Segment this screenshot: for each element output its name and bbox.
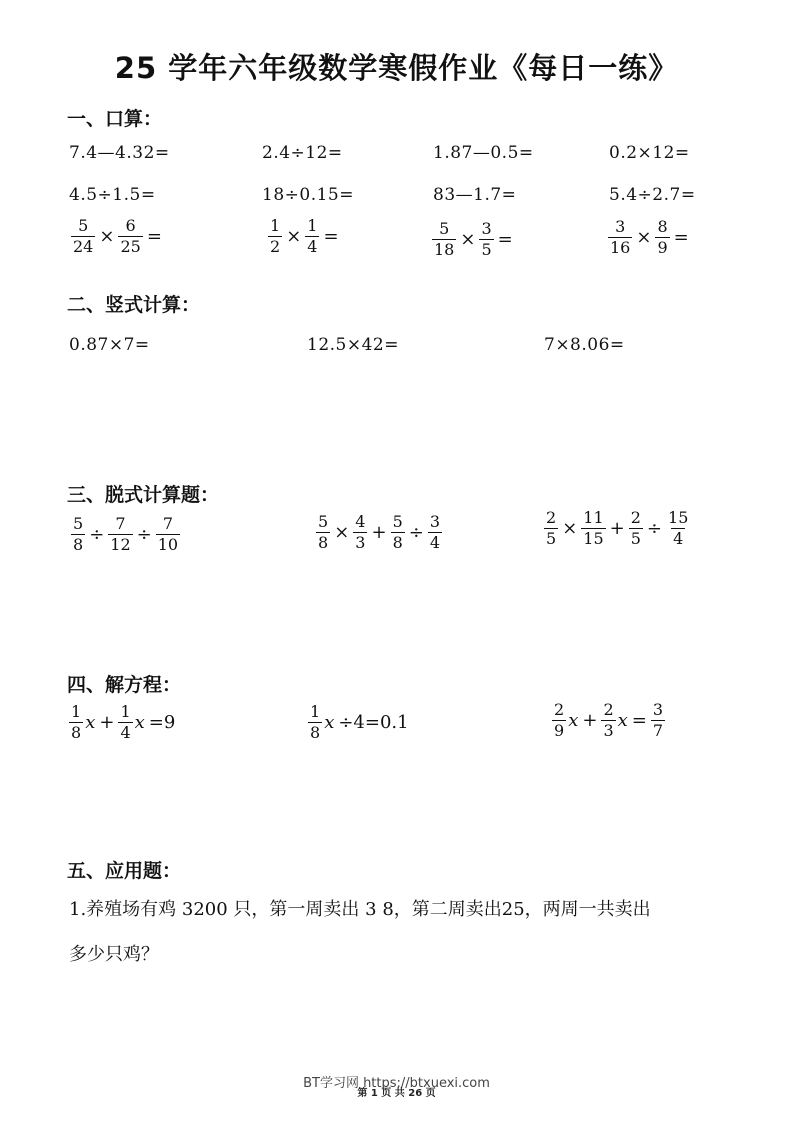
section-heading-vertical: 二、竖式计算： [67,294,201,316]
fraction: $\frac{15}{4}$ [668,508,689,548]
fraction: $\frac{1}{8}$ [71,702,82,742]
mental-item: 18÷0.15= [262,185,354,205]
vertical-item: 7×8.06= [544,335,625,355]
fraction: $\frac{5}{8}$ [318,512,329,552]
fraction: $\frac{6}{25}$ [120,216,141,256]
equation-item: $\frac{1}{8}$ x ÷4=0.1 [310,702,409,742]
fraction: $\frac{3}{16}$ [610,217,631,257]
mental-fraction-item: $\frac{5}{18}$ × $\frac{3}{5}$ = [434,219,513,259]
fraction: $\frac{3}{4}$ [429,512,441,552]
stepwise-item: $\frac{2}{5}$ × $\frac{11}{15}$ + $\frac{2}{5}$ ÷ $\frac{15}{4}$ [546,508,689,548]
fraction: $\frac{2}{9}$ [554,700,565,740]
fraction: $\frac{3}{7}$ [652,700,664,740]
section-heading-stepwise: 三、脱式计算题： [67,484,220,506]
fraction: $\frac{7}{12}$ [110,514,131,554]
mental-item: 7.4—4.32= [69,143,170,163]
word-problem-line: 1.养殖场有鸡 3200 只，第一周卖出 3 8，第二周卖出25，两周一共卖出 [69,899,651,920]
stepwise-item: $\frac{5}{8}$ ÷ $\frac{7}{12}$ ÷ $\frac{7}{10}$ [73,514,179,554]
fraction: $\frac{5}{18}$ [434,219,455,259]
vertical-item: 12.5×42= [307,335,399,355]
fraction: $\frac{1}{4}$ [307,216,318,256]
vertical-item: 0.87×7= [69,335,150,355]
fraction: $\frac{2}{3}$ [603,700,614,740]
fraction: $\frac{1}{8}$ [310,702,321,742]
stepwise-item: $\frac{5}{8}$ × $\frac{4}{3}$ + $\frac{5}{8}$ ÷ $\frac{3}{4}$ [318,512,441,552]
watermark: BT学习网 https://btxuexi.com [303,1076,490,1091]
mental-fraction-item: $\frac{1}{2}$ × $\frac{1}{4}$ = [270,216,339,256]
fraction: $\frac{1}{4}$ [120,702,131,742]
mental-fraction-item: $\frac{5}{24}$ × $\frac{6}{25}$ = [73,216,162,256]
section-heading-equations: 四、解方程： [67,674,182,696]
mental-item: 5.4÷2.7= [609,185,696,205]
section-heading-word-problems: 五、应用题： [67,860,182,882]
fraction: $\frac{2}{5}$ [630,508,641,548]
mental-item: 2.4÷12= [262,143,343,163]
fraction: $\frac{5}{8}$ [73,514,84,554]
fraction: $\frac{7}{10}$ [157,514,179,554]
mental-item: 4.5÷1.5= [69,185,156,205]
equation-item: $\frac{2}{9}$ x + $\frac{2}{3}$ x = $\frac{3}{7}$ [554,700,664,740]
mental-item: 0.2×12= [609,143,690,163]
word-problem-line: 多少只鸡？ [69,944,159,965]
fraction: $\frac{8}{9}$ [657,217,668,257]
section-heading-mental: 一、口算： [67,108,163,130]
fraction: $\frac{5}{8}$ [392,512,403,552]
mental-item: 1.87—0.5= [433,143,534,163]
fraction: $\frac{3}{5}$ [481,219,492,259]
fraction: $\frac{5}{24}$ [73,216,94,256]
page-number: 第 1 页 共 26 页 [357,1088,436,1099]
fraction: $\frac{11}{15}$ [583,508,604,548]
page-title: 25 学年六年级数学寒假作业《每日一练》 [114,51,679,85]
mental-item: 83—1.7= [433,185,517,205]
mental-fraction-item: $\frac{3}{16}$ × $\frac{8}{9}$ = [610,217,689,257]
fraction: $\frac{1}{2}$ [270,216,281,256]
fraction: $\frac{4}{3}$ [355,512,366,552]
equation-item: $\frac{1}{8}$ x + $\frac{1}{4}$ x =9 [71,702,176,742]
fraction: $\frac{2}{5}$ [546,508,557,548]
